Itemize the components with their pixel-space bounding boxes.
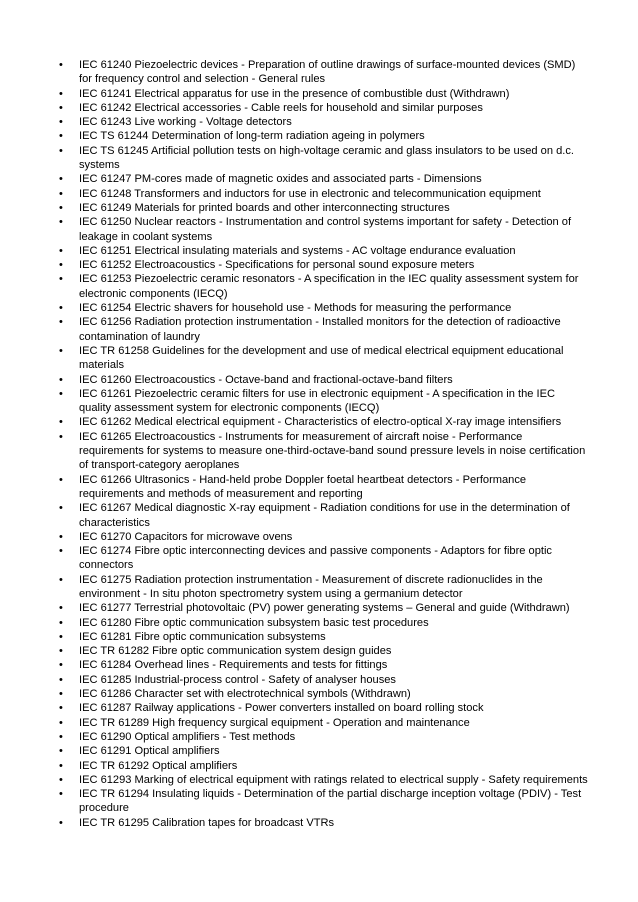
list-item — [59, 658, 589, 672]
list-item-text: IEC 61256 Radiation protection instrumentation - Installed monitors for the detection of radioactive contamination of laundry — [79, 316, 561, 343]
bullet-icon: • — [59, 344, 63, 357]
list-item — [59, 544, 589, 573]
list-item — [59, 115, 589, 129]
list-item-text: IEC 61241 Electrical apparatus for use in the presence of combustible dust (Withdrawn) — [79, 87, 510, 100]
list-item — [59, 744, 589, 758]
bullet-icon: • — [59, 130, 63, 143]
list-item-text: IEC TR 61289 High frequency surgical equipment - Operation and maintenance — [79, 716, 470, 729]
bullet-icon: • — [59, 730, 63, 743]
list-item — [59, 187, 589, 201]
bullet-icon: • — [59, 788, 63, 801]
bullet-icon: • — [59, 645, 63, 658]
list-item — [59, 87, 589, 101]
list-item-text: IEC 61242 Electrical accessories - Cable reels for household and similar purposes — [79, 101, 483, 114]
list-item-text: IEC 61253 Piezoelectric ceramic resonators - A specification in the IEC quality assessment system for electronic components (IECQ) — [79, 273, 579, 300]
list-item — [59, 730, 589, 744]
list-item-text: IEC 61290 Optical amplifiers - Test methods — [79, 730, 296, 743]
bullet-icon: • — [59, 87, 63, 100]
list-item-text: IEC 61291 Optical amplifiers — [79, 745, 220, 758]
list-item — [59, 573, 589, 602]
bullet-icon: • — [59, 630, 63, 643]
list-item — [59, 687, 589, 701]
list-item — [59, 373, 589, 387]
bullet-icon: • — [59, 473, 63, 486]
bullet-icon: • — [59, 144, 63, 157]
bullet-icon: • — [59, 316, 63, 329]
list-item — [59, 387, 589, 416]
bullet-icon: • — [59, 816, 63, 829]
list-item-text: IEC 61285 Industrial-process control - Safety of analyser houses — [79, 673, 396, 686]
list-item-text: IEC TR 61295 Calibration tapes for broadcast VTRs — [79, 816, 335, 829]
list-item-text: IEC 61277 Terrestrial photovoltaic (PV) power generating systems – General and guide (Withdrawn) — [79, 602, 570, 615]
list-item-text: IEC 61267 Medical diagnostic X-ray equipment - Radiation conditions for use in the determination of characteristics — [79, 502, 570, 529]
list-item — [59, 129, 589, 143]
list-item — [59, 344, 589, 373]
list-item — [59, 787, 589, 816]
list-item-text: IEC 61280 Fibre optic communication subsystem basic test procedures — [79, 616, 429, 629]
list-item-text: IEC TR 61282 Fibre optic communication system design guides — [79, 645, 392, 658]
list-item-text: IEC TR 61258 Guidelines for the development and use of medical electrical equipment educational materials — [79, 344, 564, 372]
list-item — [59, 144, 589, 173]
bullet-icon: • — [59, 702, 63, 715]
bullet-icon: • — [59, 430, 63, 443]
bullet-icon: • — [59, 259, 63, 272]
list-item — [59, 759, 589, 773]
list-item-text: IEC 61252 Electroacoustics - Specifications for personal sound exposure meters — [79, 259, 475, 272]
list-item-text: IEC TR 61294 Insulating liquids - Determination of the partial discharge inception voltage (PDIV) - Test procedure — [79, 788, 582, 815]
list-item-text: IEC 61250 Nuclear reactors - Instrumentation and control systems important for safety - Detection of leakage in coolant systems — [79, 216, 572, 243]
bullet-icon: • — [59, 759, 63, 772]
bullet-icon: • — [59, 373, 63, 386]
bullet-icon: • — [59, 716, 63, 729]
list-item-text: IEC 61284 Overhead lines - Requirements and tests for fittings — [79, 659, 388, 672]
list-item — [59, 816, 589, 830]
list-item — [59, 201, 589, 215]
bullet-icon: • — [59, 101, 63, 114]
list-item — [59, 415, 589, 429]
bullet-icon: • — [59, 745, 63, 758]
list-item-text: IEC 61260 Electroacoustics - Octave-band and fractional-octave-band filters — [79, 373, 453, 386]
list-item-text: IEC 61247 PM-cores made of magnetic oxides and associated parts - Dimensions — [79, 173, 482, 186]
bullet-icon: • — [59, 216, 63, 229]
bullet-icon: • — [59, 545, 63, 558]
list-item-text: IEC 61293 Marking of electrical equipment with ratings related to electrical supply - Safety requirements — [79, 773, 588, 786]
list-item — [59, 501, 589, 530]
list-item-text: IEC 61248 Transformers and inductors for use in electronic and telecommunication equipment — [79, 187, 541, 200]
bullet-icon: • — [59, 688, 63, 701]
list-item-text: IEC 61243 Live working - Voltage detectors — [79, 116, 292, 129]
list-item — [59, 58, 589, 87]
list-item — [59, 673, 589, 687]
bullet-icon: • — [59, 659, 63, 672]
bullet-icon: • — [59, 673, 63, 686]
list-item-text: IEC 61274 Fibre optic interconnecting devices and passive components - Adaptors for fibre optic connectors — [79, 545, 552, 572]
bullet-icon: • — [59, 173, 63, 186]
bullet-icon: • — [59, 187, 63, 200]
bullet-icon: • — [59, 773, 63, 786]
list-item — [59, 473, 589, 502]
iec-standards-list — [59, 58, 589, 830]
list-item-text: IEC 61261 Piezoelectric ceramic filters for use in electronic equipment - A specification in the IEC quality assessment system for electronic components (IECQ) — [79, 387, 556, 415]
bullet-icon: • — [59, 573, 63, 586]
bullet-icon: • — [59, 59, 63, 71]
list-item-text: IEC 61251 Electrical insulating materials and systems - AC voltage endurance evaluation — [79, 244, 516, 257]
list-item-text: IEC 61266 Ultrasonics - Hand-held probe Doppler foetal heartbeat detectors - Performance requirements and methods of measurement and reporting — [79, 473, 527, 500]
list-item-text: IEC 61249 Materials for printed boards and other interconnecting structures — [79, 201, 450, 214]
list-item — [59, 258, 589, 272]
list-item-text: IEC 61287 Railway applications - Power converters installed on board rolling stock — [79, 702, 484, 715]
bullet-icon: • — [59, 273, 63, 286]
list-item — [59, 430, 589, 473]
bullet-icon: • — [59, 530, 63, 543]
bullet-icon: • — [59, 244, 63, 257]
bullet-icon: • — [59, 302, 63, 315]
bullet-icon: • — [59, 201, 63, 214]
list-item — [59, 530, 589, 544]
list-item — [59, 301, 589, 315]
list-item — [59, 701, 589, 715]
list-item — [59, 101, 589, 115]
list-item — [59, 244, 589, 258]
bullet-icon: • — [59, 416, 63, 429]
list-item-text: IEC 61275 Radiation protection instrumentation - Measurement of discrete radionuclides in the environment - In situ photon spectrometry system using a germanium detector — [79, 573, 543, 600]
bullet-icon: • — [59, 116, 63, 129]
list-item — [59, 630, 589, 644]
list-item — [59, 172, 589, 186]
bullet-icon: • — [59, 502, 63, 515]
list-item — [59, 601, 589, 615]
list-item — [59, 315, 589, 344]
list-item-text: IEC 61265 Electroacoustics - Instruments for measurement of aircraft noise - Performance requirements for systems to measure one-third-octave-band sound pressure levels in noise certification of transport-category aeroplanes — [79, 430, 586, 472]
list-item-text: IEC 61262 Medical electrical equipment - Characteristics of electro-optical X-ray image intensifiers — [79, 416, 562, 429]
bullet-icon: • — [59, 387, 63, 400]
list-item — [59, 716, 589, 730]
list-item-text: IEC 61281 Fibre optic communication subsystems — [79, 630, 326, 643]
list-item-text: IEC TS 61244 Determination of long-term radiation ageing in polymers — [79, 130, 425, 143]
list-item — [59, 215, 589, 244]
list-item-text: IEC 61270 Capacitors for microwave ovens — [79, 530, 293, 543]
list-item-text: IEC TS 61245 Artificial pollution tests on high-voltage ceramic and glass insulators to be used on d.c. systems — [79, 144, 574, 172]
list-item — [59, 272, 589, 301]
list-item-text: IEC 61254 Electric shavers for household use - Methods for measuring the performance — [79, 302, 512, 315]
list-item — [59, 773, 589, 787]
list-item — [59, 616, 589, 630]
bullet-icon: • — [59, 602, 63, 615]
bullet-icon: • — [59, 616, 63, 629]
list-item-text: IEC 61240 Piezoelectric devices - Preparation of outline drawings of surface-mounted devices (SMD) for frequency control and selection - General rules — [79, 59, 576, 86]
list-item — [59, 644, 589, 658]
list-item-text: IEC TR 61292 Optical amplifiers — [79, 759, 238, 772]
list-item-text: IEC 61286 Character set with electrotechnical symbols (Withdrawn) — [79, 688, 411, 701]
